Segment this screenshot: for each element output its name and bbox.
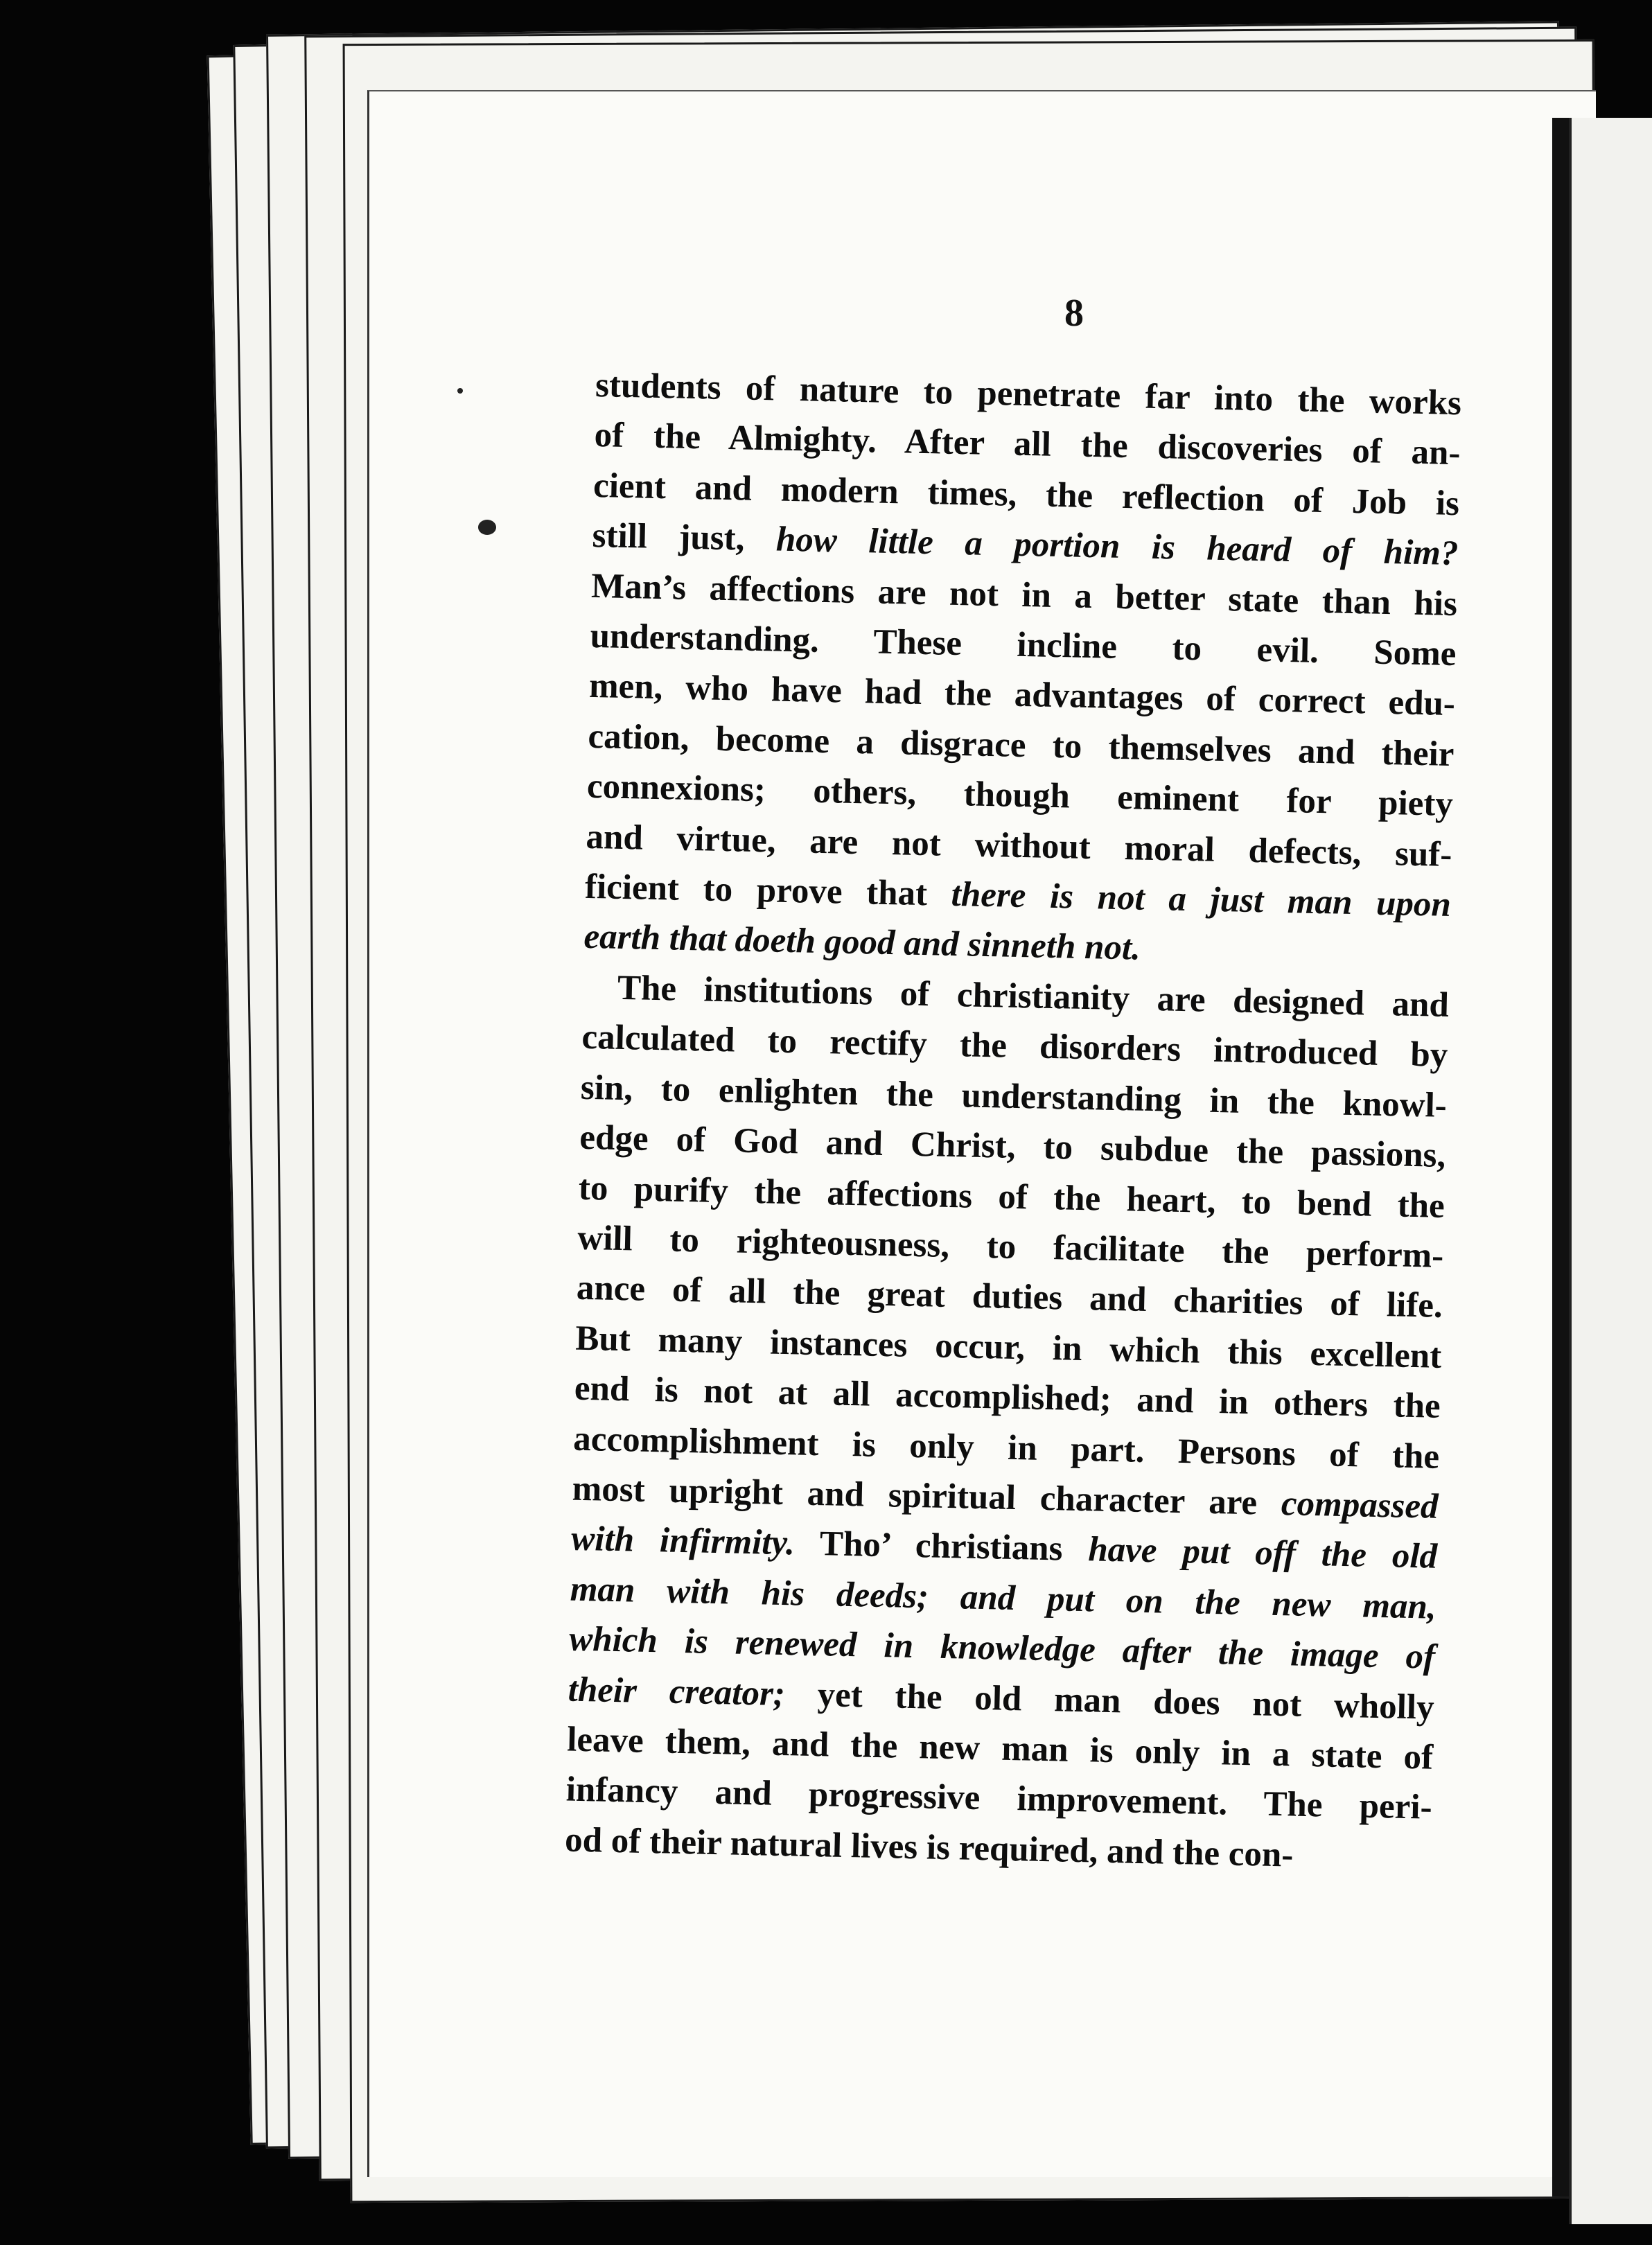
ink-speck (478, 520, 496, 535)
roman-text: ficient to prove that (584, 867, 952, 914)
italic-text: have put off the old (1087, 1530, 1438, 1577)
roman-text: leave them, and the new man is only in a state of (566, 1720, 1434, 1777)
italic-text: man with his deeds; and put on the new man, (570, 1569, 1437, 1627)
page-number: 8 (1064, 292, 1084, 335)
roman-text: end is not at all accomplished; and in others the (574, 1368, 1441, 1426)
roman-text: will to righteousness, to facilitate the perform- (577, 1218, 1444, 1276)
italic-text: which is renewed in knowledge after the image of (568, 1619, 1436, 1677)
roman-text: accomplishment is only in part. Persons of the (572, 1419, 1440, 1477)
italic-text: there is not a just man upon (951, 874, 1452, 925)
roman-text: cation, become a disgrace to themselves and their (588, 716, 1455, 774)
roman-text: Man’s affections are not in a better state than his (590, 566, 1458, 624)
facing-page-edge (1569, 118, 1652, 2224)
roman-text: most upright and spiritual character are (572, 1469, 1282, 1524)
ink-speck (457, 388, 463, 394)
book-spine (1552, 118, 1569, 2196)
roman-text: and virtue, are not without moral defects, suf- (586, 817, 1452, 874)
page-text (565, 360, 1462, 1883)
paragraph-1 (583, 360, 1462, 980)
roman-text: to purify the affections of the heart, to bend the (578, 1168, 1446, 1226)
roman-text: edge of God and Christ, to subdue the passions, (579, 1118, 1446, 1176)
italic-text: how little a portion is heard of him? (775, 520, 1459, 574)
roman-text: of the Almighty. After all the discoveries of an- (594, 416, 1461, 473)
roman-text: connexions; others, though eminent for piety (586, 767, 1454, 825)
paragraph-2 (565, 962, 1450, 1883)
roman-text: But many instances occur, in which this excellent (574, 1319, 1442, 1376)
roman-text: ance of all the great duties and charities of life. (576, 1269, 1443, 1326)
roman-text: infancy and progressive improvement. The peri- (565, 1770, 1433, 1828)
roman-text: The institutions of christianity are designed and (617, 968, 1450, 1025)
roman-text: cient and modern times, the reflection of Job is (592, 466, 1460, 523)
roman-text: sin, to enlighten the understanding in the knowl- (580, 1068, 1448, 1125)
roman-text: Tho’ christians (794, 1524, 1089, 1569)
italic-text: their creator; (568, 1670, 786, 1714)
roman-text: still just, (592, 516, 777, 559)
roman-text: calculated to rectify the disorders introduced by (581, 1018, 1448, 1075)
roman-text: od of their natural lives is required, and the con- (564, 1820, 1294, 1875)
roman-text: students of nature to penetrate far into the works (595, 365, 1462, 423)
italic-text: with infirmity. (570, 1519, 796, 1563)
italic-text: earth that doeth good and sinneth not. (583, 917, 1141, 969)
roman-text: yet the old man does not wholly (784, 1674, 1435, 1727)
roman-text: men, who have had the advantages of correct edu- (588, 667, 1456, 724)
roman-text: understanding. These incline to evil. Some (590, 616, 1457, 674)
italic-text: compassed (1281, 1484, 1439, 1526)
